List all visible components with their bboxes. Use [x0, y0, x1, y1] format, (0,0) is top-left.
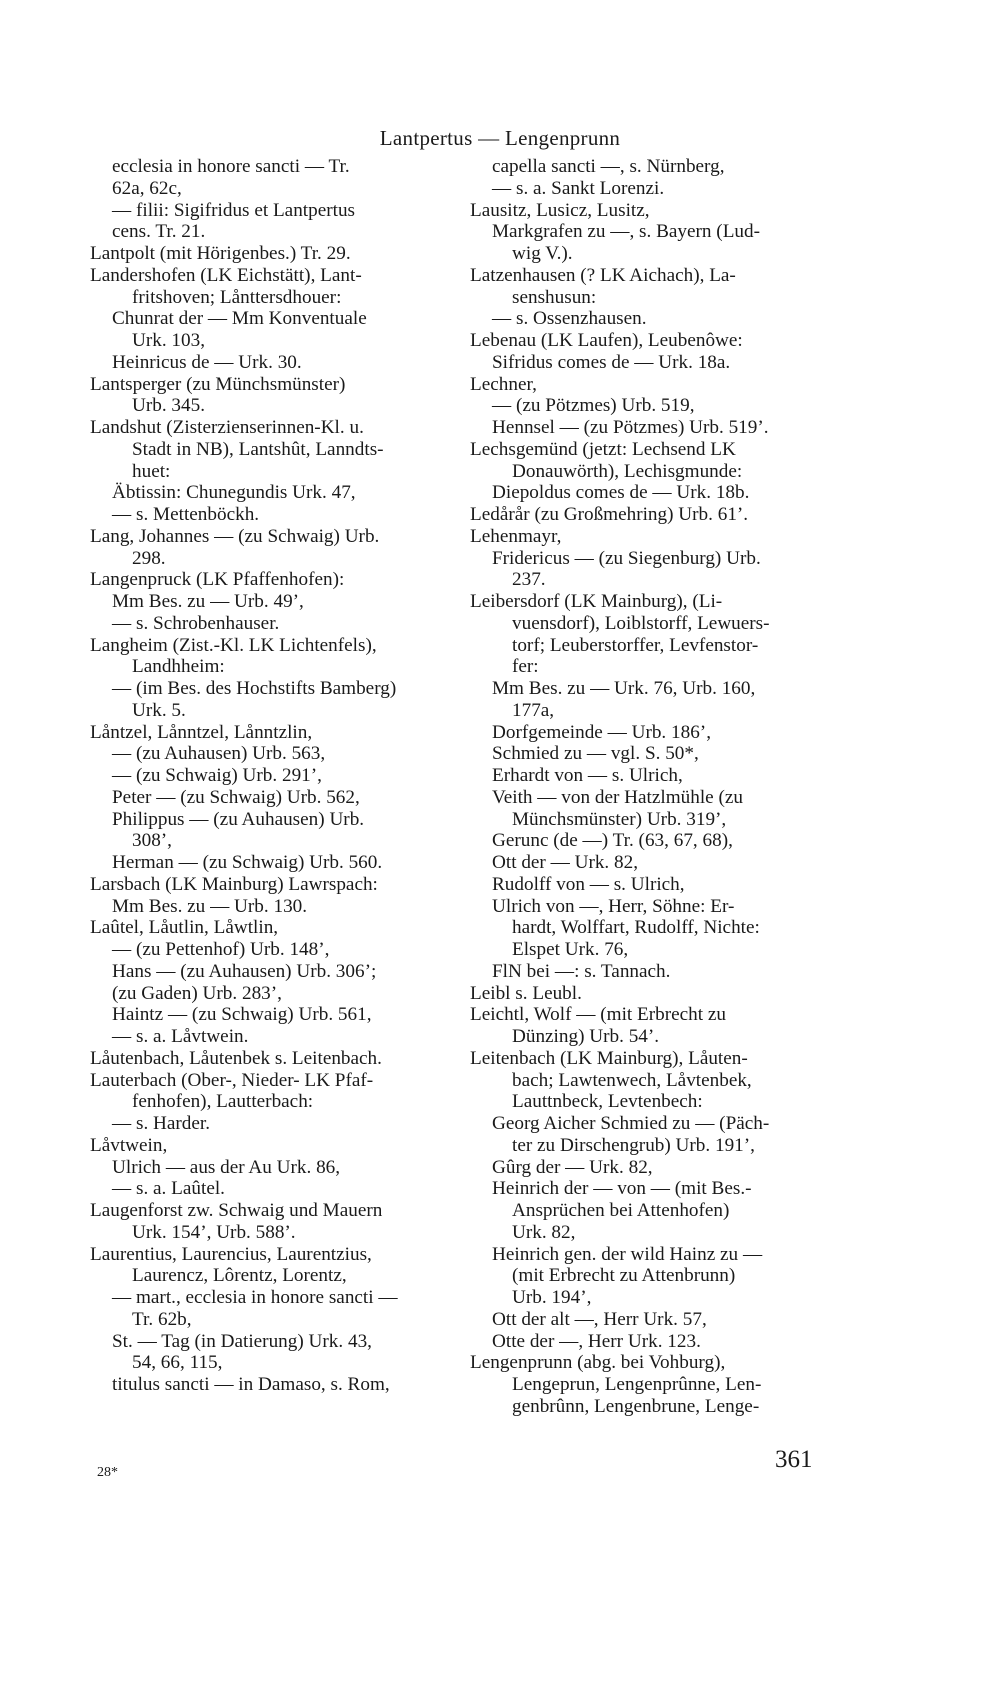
- index-line: Donauwörth), Lechisgmunde:: [512, 460, 743, 482]
- index-line: — s. Mettenböckh.: [112, 504, 260, 525]
- index-line: Hennsel — (zu Pötzmes) Urb. 519’.: [492, 417, 769, 438]
- index-line: Heinrich gen. der wild Hainz zu —: [492, 1243, 763, 1265]
- index-line: St. — Tag (in Datierung) Urk. 43,: [112, 1330, 372, 1352]
- index-line: Lauterbach (Ober-, Nieder- LK Pfaf-: [90, 1069, 374, 1091]
- index-line: — s. Ossenzhausen.: [492, 308, 647, 330]
- index-line: Chunrat der — Mm Konventuale: [112, 308, 367, 330]
- index-line: Landershofen (LK Eichstätt), Lant-: [90, 264, 362, 286]
- index-line: (zu Gaden) Urb. 283’,: [112, 982, 282, 1004]
- index-line: Landhheim:: [132, 656, 225, 678]
- index-line: Laugenforst zw. Schwaig und Mauern: [90, 1200, 383, 1221]
- index-line: Lantsperger (zu Münchsmünster): [90, 373, 346, 395]
- index-line: Lebenau (LK Laufen), Leubenôwe:: [470, 330, 743, 351]
- index-line: Schmied zu — vgl. S. 50*,: [492, 743, 699, 765]
- index-line: — (im Bes. des Hochstifts Bamberg): [112, 678, 397, 699]
- index-line: capella sancti —, s. Nürnberg,: [492, 156, 725, 177]
- index-line: Urk. 154’, Urb. 588’.: [132, 1221, 296, 1243]
- index-line: 177a,: [512, 699, 555, 721]
- page-number: 361: [775, 1446, 813, 1473]
- index-line: 237.: [512, 569, 546, 591]
- index-line: Urk. 5.: [132, 699, 186, 721]
- index-line: Erhardt von — s. Ulrich,: [492, 765, 683, 786]
- index-line: — filii: Sigifridus et Lantpertus: [112, 199, 356, 221]
- index-line: Markgrafen zu —, s. Bayern (Lud-: [492, 221, 760, 243]
- index-line: Urk. 82,: [512, 1221, 576, 1243]
- index-line: Münchsmünster) Urb. 319’,: [512, 808, 727, 830]
- index-line: Leichtl, Wolf — (mit Erbrecht zu: [470, 1004, 726, 1026]
- index-line: senshusun:: [512, 286, 597, 308]
- index-line: Gerunc (de —) Tr. (63, 67, 68),: [492, 830, 733, 852]
- signature-mark: 28*: [97, 1465, 118, 1480]
- index-line: — (zu Schwaig) Urb. 291’,: [112, 765, 322, 786]
- index-line: — s. Schrobenhauser.: [112, 612, 280, 634]
- index-line: Laurentius, Laurencius, Laurentzius,: [90, 1243, 372, 1265]
- index-line: Stadt in NB), Lantshût, Lanndts-: [132, 438, 384, 460]
- index-line: Lehenmayr,: [470, 525, 562, 547]
- index-line: Langheim (Zist.-Kl. LK Lichtenfels),: [90, 634, 377, 656]
- index-line: huet:: [132, 460, 171, 482]
- index-line: — (zu Auhausen) Urb. 563,: [112, 743, 326, 765]
- index-line: Leitenbach (LK Mainburg), Låuten-: [470, 1047, 748, 1069]
- index-line: Urk. 103,: [132, 330, 206, 351]
- index-line: Lengeprun, Lengenprûnne, Len-: [512, 1374, 762, 1395]
- index-line: Elspet Urk. 76,: [512, 939, 629, 960]
- index-line: Latzenhausen (? LK Aichach), La-: [470, 264, 736, 286]
- index-line: Ulrich von —, Herr, Söhne: Er-: [492, 895, 735, 917]
- index-line: Ulrich — aus der Au Urk. 86,: [112, 1156, 341, 1178]
- index-line: — s. a. Sankt Lorenzi.: [492, 177, 665, 199]
- index-line: Leibersdorf (LK Mainburg), (Li-: [470, 591, 723, 612]
- running-head: Lantpertus — Lengenprunn: [379, 126, 621, 150]
- index-line: Leibl s. Leubl.: [470, 982, 582, 1004]
- index-line: Heinricus de — Urk. 30.: [112, 351, 302, 373]
- index-line: titulus sancti — in Damaso, s. Rom,: [112, 1374, 390, 1395]
- index-line: Ott der alt —, Herr Urk. 57,: [492, 1308, 707, 1330]
- index-line: (mit Erbrecht zu Attenbrunn): [512, 1265, 736, 1287]
- index-line: Georg Aicher Schmied zu — (Päch-: [492, 1113, 770, 1134]
- index-line: Ott der — Urk. 82,: [492, 852, 639, 873]
- index-line: Urb. 194’,: [512, 1287, 592, 1308]
- index-line: — s. a. Laûtel.: [112, 1178, 225, 1200]
- index-line: torf; Leuberstorffer, Levfenstor-: [512, 634, 759, 656]
- index-line: — mart., ecclesia in honore sancti —: [112, 1287, 398, 1308]
- index-line: Landshut (Zisterzienserinnen-Kl. u.: [90, 417, 364, 438]
- index-line: — (zu Pettenhof) Urb. 148’,: [112, 939, 330, 960]
- index-line: hardt, Wolffart, Rudolff, Nichte:: [512, 917, 760, 939]
- index-line: Mm Bes. zu — Urb. 130.: [112, 895, 308, 917]
- index-line: bach; Lawtenwech, Låvtenbek,: [512, 1069, 752, 1091]
- index-line: — s. a. Låvtwein.: [112, 1026, 249, 1047]
- index-line: Langenpruck (LK Pfaffenhofen):: [90, 569, 345, 591]
- index-line: vuensdorf), Loiblstorff, Lewuers-: [512, 612, 770, 634]
- index-line: Otte der —, Herr Urk. 123.: [492, 1330, 701, 1352]
- index-line: wig V.).: [512, 243, 573, 264]
- index-line: 54, 66, 115,: [132, 1352, 223, 1374]
- index-line: Lengenprunn (abg. bei Vohburg),: [470, 1352, 726, 1374]
- index-line: Laurencz, Lôrentz, Lorentz,: [132, 1265, 347, 1287]
- index-line: Ledårår (zu Großmehring) Urb. 61’.: [470, 504, 749, 525]
- index-line: fritshoven; Lånttersdhouer:: [132, 286, 342, 308]
- index-line: genbrûnn, Lengenbrune, Lenge-: [512, 1395, 760, 1417]
- index-line: Lang, Johannes — (zu Schwaig) Urb.: [90, 525, 380, 547]
- index-line: Äbtissin: Chunegundis Urk. 47,: [112, 482, 356, 504]
- index-line: 298.: [132, 547, 166, 569]
- index-line: Fridericus — (zu Siegenburg) Urb.: [492, 547, 761, 569]
- index-line: Låvtwein,: [90, 1134, 168, 1156]
- index-line: Diepoldus comes de — Urk. 18b.: [492, 482, 750, 504]
- index-line: Dünzing) Urb. 54’.: [512, 1026, 660, 1047]
- index-line: Veith — von der Hatzlmühle (zu: [492, 786, 743, 808]
- index-line: ter zu Dirschengrub) Urb. 191’,: [512, 1134, 755, 1156]
- index-line: Låntzel, Lånntzel, Lånntzlin,: [90, 721, 313, 743]
- index-line: Hans — (zu Auhausen) Urb. 306’;: [112, 960, 377, 982]
- index-line: Lausitz, Lusicz, Lusitz,: [470, 199, 650, 221]
- index-line: Haintz — (zu Schwaig) Urb. 561,: [112, 1004, 372, 1026]
- index-line: fenhofen), Lautterbach:: [132, 1091, 314, 1113]
- index-line: Mm Bes. zu — Urk. 76, Urb. 160,: [492, 678, 756, 699]
- index-line: Philippus — (zu Auhausen) Urb.: [112, 808, 365, 830]
- index-line: cens. Tr. 21.: [112, 221, 206, 243]
- left-column: [90, 156, 448, 1396]
- index-line: ecclesia in honore sancti — Tr.: [112, 156, 350, 177]
- index-line: Heinrich der — von — (mit Bes.-: [492, 1178, 752, 1200]
- index-line: Gûrg der — Urk. 82,: [492, 1156, 653, 1178]
- index-line: Herman — (zu Schwaig) Urb. 560.: [112, 852, 383, 873]
- index-line: Rudolff von — s. Ulrich,: [492, 873, 685, 895]
- index-line: Lantpolt (mit Hörigenbes.) Tr. 29.: [90, 243, 351, 264]
- index-line: Dorfgemeinde — Urb. 186’,: [492, 721, 711, 743]
- index-line: fer:: [512, 656, 539, 678]
- index-line: Lauttnbeck, Levtenbech:: [512, 1091, 703, 1113]
- index-line: Peter — (zu Schwaig) Urb. 562,: [112, 786, 360, 808]
- index-line: Larsbach (LK Mainburg) Lawrspach:: [90, 873, 378, 895]
- index-line: — s. Harder.: [112, 1113, 211, 1134]
- index-line: Sifridus comes de — Urk. 18a.: [492, 351, 731, 373]
- index-line: Lechner,: [470, 373, 537, 395]
- index-line: Låutenbach, Låutenbek s. Leitenbach.: [90, 1047, 382, 1069]
- index-line: Tr. 62b,: [132, 1308, 192, 1330]
- index-line: FlN bei —: s. Tannach.: [492, 960, 671, 982]
- index-line: Laûtel, Låutlin, Låwtlin,: [90, 917, 279, 939]
- index-line: Urb. 345.: [132, 395, 206, 417]
- index-line: — (zu Pötzmes) Urb. 519,: [492, 395, 695, 417]
- index-line: Lechsgemünd (jetzt: Lechsend LK: [470, 438, 736, 460]
- index-line: Ansprüchen bei Attenhofen): [512, 1200, 730, 1221]
- right-column: [470, 156, 818, 1418]
- index-line: 62a, 62c,: [112, 177, 182, 199]
- index-line: 308’,: [132, 830, 172, 852]
- index-line: Mm Bes. zu — Urb. 49’,: [112, 591, 304, 612]
